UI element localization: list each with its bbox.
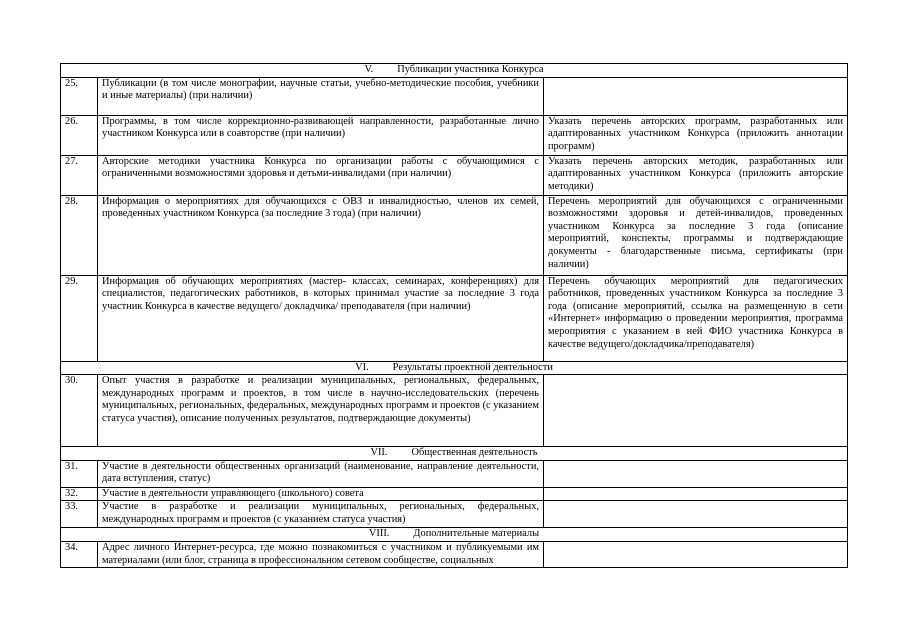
row-description: Информация о мероприятиях для обучающихся с ОВЗ и инвалидностью, членов их семей, проведенных участником Конкурса (за последние 3 года) (при наличии) <box>98 195 544 275</box>
row-number: 27. <box>61 155 98 195</box>
section-title: Публикации участника Конкурса <box>397 64 544 75</box>
row-number: 28. <box>61 195 98 275</box>
section-number: VII. <box>370 447 388 459</box>
section-header <box>61 528 848 542</box>
table-row <box>61 375 848 447</box>
row-number: 31. <box>61 460 98 487</box>
row-note <box>544 541 848 567</box>
row-description: Адрес личного Интернет-ресурса, где можно познакомиться с участником и публикуемыми им материалами (или блог, страница в профессиональном сетевом сообществе, социальных <box>98 541 544 567</box>
section-number: VI. <box>355 361 369 373</box>
row-note: Указать перечень авторских программ, разработанных или адаптированных участником Конкурса (приложить аннотации программ) <box>544 115 848 155</box>
table-row <box>61 541 848 567</box>
table-row <box>61 460 848 487</box>
row-number: 33. <box>61 501 98 528</box>
row-description: Авторские методики участника Конкурса по организации работы с обучающимися с ограниченными возможностями здоровья и детьми-инвалидами (при наличии) <box>98 155 544 195</box>
row-number: 34. <box>61 541 98 567</box>
row-description: Опыт участия в разработке и реализации муниципальных, региональных, федеральных, международных программ и проектов, в том числе в научно-исследовательских (перечень муниципальных, региональных, федеральных, международных программ и проектов (с указанием статуса участия), описание полученных результатов, подтверждающие документы) <box>98 375 544 447</box>
table-row <box>61 77 848 115</box>
row-description: Публикации (в том числе монографии, научные статьи, учебно-методические пособия, учебники и иные материалы) (при наличии) <box>98 77 544 115</box>
row-description: Программы, в том числе коррекционно-развивающей направленности, разработанные лично участником Конкурса или в соавторстве (при наличии) <box>98 115 544 155</box>
row-note: Указать перечень авторских методик, разработанных или адаптированных участником Конкурса (приложить авторские методики) <box>544 155 848 195</box>
table-row <box>61 155 848 195</box>
row-note <box>544 487 848 501</box>
section-title: Результаты проектной деятельности <box>392 361 553 373</box>
table-row <box>61 487 848 501</box>
section-number: V. <box>364 64 374 75</box>
row-description: Участие в деятельности общественных организаций (наименование, направление деятельности, дата вступления, статус) <box>98 460 544 487</box>
row-description: Участие в разработке и реализации муниципальных, региональных, федеральных, международных программ и проектов (с указанием статуса участия) <box>98 501 544 528</box>
section-title: Общественная деятельность <box>411 447 538 459</box>
row-description: Информация об обучающих мероприятиях (мастер- классах, семинарах, конференциях) для специалистов, педагогических работников, в которых принимал участие за последние 3 года участник Конкурса в качестве ведущего/ докладчика/ преподавателя (при наличии) <box>98 275 544 361</box>
table-row <box>61 115 848 155</box>
section-header <box>61 64 848 78</box>
table-row <box>61 501 848 528</box>
section-header <box>61 361 848 375</box>
row-number: 29. <box>61 275 98 361</box>
row-note <box>544 460 848 487</box>
row-number: 30. <box>61 375 98 447</box>
row-note <box>544 501 848 528</box>
row-description: Участие в деятельности управляющего (школьного) совета <box>98 487 544 501</box>
document-table <box>60 63 848 568</box>
row-note: Перечень обучающих мероприятий для педагогических работников, проведенных участником Конкурса за последние 3 года (описание мероприятий, ссылка на размещенную в сети «Интернет» информацию о проведении мероприятия, программа мероприятия с указанием в ней ФИО участника Конкурса в качестве ведущего/докладчика/преподавателя) <box>544 275 848 361</box>
row-note <box>544 77 848 115</box>
section-title: Дополнительные материалы <box>413 528 540 540</box>
table-row <box>61 195 848 275</box>
section-header <box>61 447 848 461</box>
row-number: 26. <box>61 115 98 155</box>
row-number: 25. <box>61 77 98 115</box>
table-row <box>61 275 848 361</box>
row-note <box>544 375 848 447</box>
row-number: 32. <box>61 487 98 501</box>
row-note: Перечень мероприятий для обучающихся с ограниченными возможностями здоровья и детей-инвалидов, проведенных участником Конкурса за последние 3 года (описание мероприятий, конспекты, программы и подтверждающие документы - благодарственные письма, сертификаты (при наличии) <box>544 195 848 275</box>
section-number: VIII. <box>368 528 390 540</box>
